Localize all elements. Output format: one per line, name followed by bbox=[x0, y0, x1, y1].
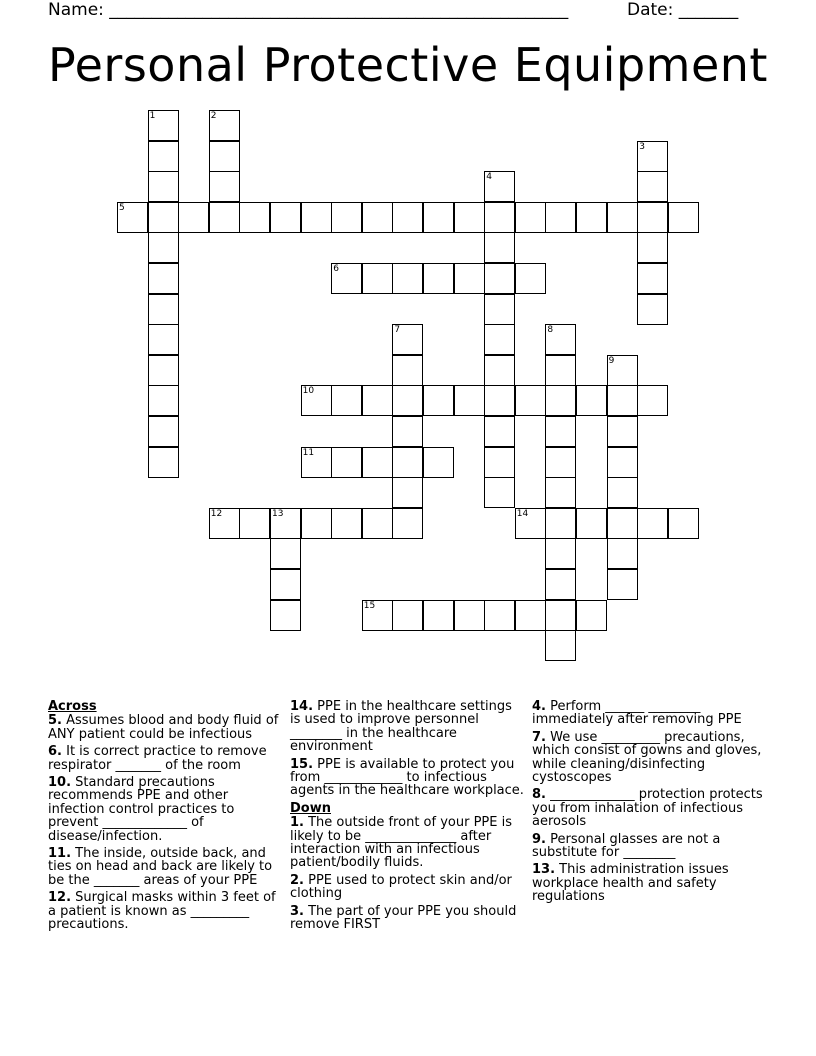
grid-cell[interactable] bbox=[148, 385, 179, 416]
grid-cell[interactable] bbox=[270, 600, 301, 631]
clue-item-text: _____________ protection protects you from inhalation of infectious aerosols bbox=[532, 787, 763, 830]
clue-item bbox=[290, 700, 525, 754]
grid-cell[interactable] bbox=[545, 355, 576, 386]
clues-column-2 bbox=[290, 700, 525, 936]
grid-cell[interactable] bbox=[209, 141, 240, 172]
grid-cell[interactable] bbox=[270, 508, 301, 539]
grid-cell[interactable] bbox=[209, 202, 240, 233]
clue-item bbox=[48, 745, 280, 772]
grid-cell[interactable] bbox=[239, 202, 270, 233]
grid-cell[interactable] bbox=[117, 202, 148, 233]
grid-cell[interactable] bbox=[423, 447, 454, 478]
clue-item-number: 8. bbox=[532, 787, 546, 803]
clue-number: 9 bbox=[608, 355, 615, 366]
name-field[interactable]: Name: ______________________________________________________ bbox=[48, 0, 569, 20]
grid-cell[interactable] bbox=[331, 508, 362, 539]
grid-cell[interactable] bbox=[545, 600, 576, 631]
across-heading: Across bbox=[48, 699, 97, 714]
grid-cell[interactable] bbox=[637, 202, 668, 233]
clue-number: 7 bbox=[394, 325, 401, 336]
grid-cell[interactable] bbox=[484, 171, 515, 202]
clue-item bbox=[48, 891, 280, 931]
clue-item-text: Surgical masks within 3 feet of a patient is known as _________ precautions. bbox=[48, 890, 276, 933]
grid-cell[interactable] bbox=[148, 263, 179, 294]
grid-cell[interactable] bbox=[607, 385, 638, 416]
clue-item-text: Perform ______ ________ immediately after removing PPE bbox=[532, 699, 742, 728]
grid-cell[interactable] bbox=[607, 202, 638, 233]
date-field[interactable]: Date: _______ bbox=[627, 0, 739, 20]
grid-cell[interactable] bbox=[392, 508, 423, 539]
clue-number: 3 bbox=[639, 141, 645, 152]
grid-cell[interactable] bbox=[545, 385, 576, 416]
grid-cell[interactable] bbox=[362, 385, 393, 416]
clue-number: 10 bbox=[302, 386, 315, 397]
grid-cell[interactable] bbox=[484, 447, 515, 478]
grid-cell[interactable] bbox=[607, 538, 638, 569]
grid-cell[interactable] bbox=[607, 355, 638, 386]
grid-cell[interactable] bbox=[515, 600, 546, 631]
clue-item-text: PPE in the healthcare settings is used to improve personnel ________ in the healthcare environment bbox=[290, 699, 512, 755]
clue-item-number: 11. bbox=[48, 846, 72, 862]
grid-cell[interactable] bbox=[392, 324, 423, 355]
grid-cell[interactable] bbox=[607, 447, 638, 478]
grid-cell[interactable] bbox=[423, 202, 454, 233]
clue-item bbox=[290, 874, 525, 901]
clue-item bbox=[532, 788, 767, 828]
grid-cell[interactable] bbox=[331, 202, 362, 233]
grid-cell[interactable] bbox=[270, 569, 301, 600]
grid-cell[interactable] bbox=[331, 385, 362, 416]
grid-cell[interactable] bbox=[637, 508, 668, 539]
clue-item-text: Personal glasses are not a substitute for ________ bbox=[532, 831, 721, 861]
clue-item-text: The part of your PPE you should remove FIRST bbox=[290, 903, 517, 933]
grid-cell[interactable] bbox=[484, 477, 515, 508]
grid-cell[interactable] bbox=[484, 202, 515, 233]
grid-cell[interactable] bbox=[484, 416, 515, 447]
page-title: Personal Protective Equipment bbox=[48, 38, 768, 92]
grid-cell[interactable] bbox=[423, 600, 454, 631]
grid-cell[interactable] bbox=[392, 477, 423, 508]
clue-item bbox=[532, 833, 767, 860]
grid-cell[interactable] bbox=[484, 385, 515, 416]
clue-item-number: 14. bbox=[290, 699, 314, 714]
clues-column-3 bbox=[532, 700, 767, 908]
clue-item bbox=[532, 731, 767, 785]
clue-number: 11 bbox=[302, 447, 315, 458]
grid-cell[interactable] bbox=[576, 385, 607, 416]
grid-cell[interactable] bbox=[392, 385, 423, 416]
grid-cell[interactable] bbox=[392, 355, 423, 386]
clue-item-text: The inside, outside back, and ties on head and back are likely to be the _______ areas of your PPE bbox=[48, 846, 273, 888]
clue-item bbox=[290, 758, 525, 798]
clue-number: 1 bbox=[149, 111, 156, 121]
grid-cell[interactable] bbox=[301, 447, 332, 478]
clue-item-number: 7. bbox=[532, 729, 546, 745]
grid-cell[interactable] bbox=[545, 416, 576, 447]
clue-item-text: We use _________ precautions, which consist of gowns and gloves, while cleaning/disinfecting cystoscopes bbox=[532, 729, 762, 786]
grid-cell[interactable] bbox=[209, 171, 240, 202]
clue-item-text: Assumes blood and body fluid of ANY patient could be infectious bbox=[48, 713, 279, 742]
clue-item bbox=[290, 816, 525, 870]
clue-item bbox=[532, 863, 767, 903]
grid-cell[interactable] bbox=[362, 263, 393, 294]
grid-cell[interactable] bbox=[392, 447, 423, 478]
grid-cell[interactable] bbox=[392, 416, 423, 447]
clue-item-text: It is correct practice to remove respirator _______ of the room bbox=[48, 744, 267, 773]
grid-cell[interactable] bbox=[392, 202, 423, 233]
grid-cell[interactable] bbox=[270, 202, 301, 233]
clue-item-number: 6. bbox=[48, 744, 62, 760]
grid-cell[interactable] bbox=[545, 508, 576, 539]
grid-cell[interactable] bbox=[331, 447, 362, 478]
grid-cell[interactable] bbox=[576, 508, 607, 539]
grid-cell[interactable] bbox=[423, 263, 454, 294]
grid-cell[interactable] bbox=[148, 447, 179, 478]
clue-number: 8 bbox=[547, 325, 554, 336]
grid-cell[interactable] bbox=[637, 263, 668, 294]
grid-cell[interactable] bbox=[576, 202, 607, 233]
grid-cell[interactable] bbox=[301, 508, 332, 539]
clue-item-number: 13. bbox=[532, 862, 556, 878]
grid-cell[interactable] bbox=[607, 569, 638, 600]
grid-cell[interactable] bbox=[362, 600, 393, 631]
grid-cell[interactable] bbox=[545, 477, 576, 508]
clues-column-1 bbox=[48, 700, 280, 936]
grid-cell[interactable] bbox=[637, 232, 668, 263]
grid-cell[interactable] bbox=[331, 263, 362, 294]
clue-item bbox=[48, 714, 280, 741]
clue-item-text: PPE used to protect skin and/or clothing bbox=[290, 872, 512, 902]
grid-cell[interactable] bbox=[484, 355, 515, 386]
clue-number: 12 bbox=[210, 508, 223, 519]
grid-cell[interactable] bbox=[607, 416, 638, 447]
grid-cell[interactable] bbox=[545, 569, 576, 600]
clue-number: 15 bbox=[363, 600, 376, 611]
grid-cell[interactable] bbox=[209, 508, 240, 539]
clue-number: 6 bbox=[333, 264, 339, 274]
grid-cell[interactable] bbox=[239, 508, 270, 539]
clue-item-text: PPE is available to protect you from ____________ to infectious agents in the healthcare workplace. bbox=[290, 756, 524, 799]
grid-cell[interactable] bbox=[637, 141, 668, 172]
grid-cell[interactable] bbox=[148, 202, 179, 233]
clue-number: 2 bbox=[210, 111, 217, 121]
grid-cell[interactable] bbox=[545, 202, 576, 233]
grid-cell[interactable] bbox=[270, 538, 301, 569]
grid-cell[interactable] bbox=[423, 385, 454, 416]
clue-item-number: 2. bbox=[290, 872, 304, 888]
grid-cell[interactable] bbox=[454, 263, 485, 294]
grid-cell[interactable] bbox=[148, 294, 179, 325]
clue-item bbox=[532, 700, 767, 727]
grid-cell[interactable] bbox=[607, 508, 638, 539]
clue-item bbox=[48, 776, 280, 843]
clue-item-number: 5. bbox=[48, 713, 62, 729]
grid-cell[interactable] bbox=[515, 202, 546, 233]
grid-cell[interactable] bbox=[148, 416, 179, 447]
grid-cell[interactable] bbox=[637, 294, 668, 325]
grid-cell[interactable] bbox=[545, 447, 576, 478]
clue-item-number: 4. bbox=[532, 699, 546, 714]
grid-cell[interactable] bbox=[576, 600, 607, 631]
grid-cell[interactable] bbox=[668, 508, 699, 539]
clue-item-text: The outside front of your PPE is likely to be ______________ after interaction with an infectious patient/bodily fluids. bbox=[290, 815, 512, 871]
clue-item-number: 1. bbox=[290, 815, 304, 831]
clue-item-number: 3. bbox=[290, 903, 304, 919]
down-heading: Down bbox=[290, 800, 331, 816]
grid-cell[interactable] bbox=[392, 263, 423, 294]
grid-cell[interactable] bbox=[148, 171, 179, 202]
grid-cell[interactable] bbox=[515, 508, 546, 539]
grid-cell[interactable] bbox=[454, 385, 485, 416]
grid-cell[interactable] bbox=[607, 477, 638, 508]
grid-cell[interactable] bbox=[209, 110, 240, 141]
clue-item-number: 15. bbox=[290, 756, 314, 772]
clue-item-text: This administration issues workplace health and safety regulations bbox=[532, 862, 729, 905]
grid-cell[interactable] bbox=[545, 538, 576, 569]
grid-cell[interactable] bbox=[148, 355, 179, 386]
grid-cell[interactable] bbox=[148, 141, 179, 172]
grid-cell[interactable] bbox=[178, 202, 209, 233]
grid-cell[interactable] bbox=[515, 385, 546, 416]
grid-cell[interactable] bbox=[545, 630, 576, 661]
grid-cell[interactable] bbox=[148, 232, 179, 263]
clue-number: 13 bbox=[272, 508, 284, 519]
clue-item-number: 9. bbox=[532, 831, 546, 847]
grid-cell[interactable] bbox=[637, 385, 668, 416]
clue-number: 5 bbox=[119, 202, 125, 213]
grid-cell[interactable] bbox=[454, 202, 485, 233]
grid-cell[interactable] bbox=[362, 508, 393, 539]
grid-cell[interactable] bbox=[301, 202, 332, 233]
clue-number: 14 bbox=[516, 508, 529, 519]
grid-cell[interactable] bbox=[484, 294, 515, 325]
clue-number: 4 bbox=[486, 172, 492, 183]
grid-cell[interactable] bbox=[545, 324, 576, 355]
grid-cell[interactable] bbox=[484, 232, 515, 263]
clue-item bbox=[48, 847, 280, 887]
grid-cell[interactable] bbox=[484, 263, 515, 294]
clue-item-number: 10. bbox=[48, 775, 72, 791]
grid-cell[interactable] bbox=[454, 600, 485, 631]
grid-cell[interactable] bbox=[668, 202, 699, 233]
grid-cell[interactable] bbox=[362, 447, 393, 478]
grid-cell[interactable] bbox=[392, 600, 423, 631]
grid-cell[interactable] bbox=[515, 263, 546, 294]
grid-cell[interactable] bbox=[148, 324, 179, 355]
grid-cell[interactable] bbox=[362, 202, 393, 233]
clue-item bbox=[290, 905, 525, 932]
clue-item-number: 12. bbox=[48, 890, 72, 906]
grid-cell[interactable] bbox=[148, 110, 179, 141]
grid-cell[interactable] bbox=[637, 171, 668, 202]
grid-cell[interactable] bbox=[484, 324, 515, 355]
clue-item-text: Standard precautions recommends PPE and other infection control practices to prevent _____________ of disease/infection. bbox=[48, 775, 235, 844]
grid-cell[interactable] bbox=[301, 385, 332, 416]
grid-cell[interactable] bbox=[484, 600, 515, 631]
